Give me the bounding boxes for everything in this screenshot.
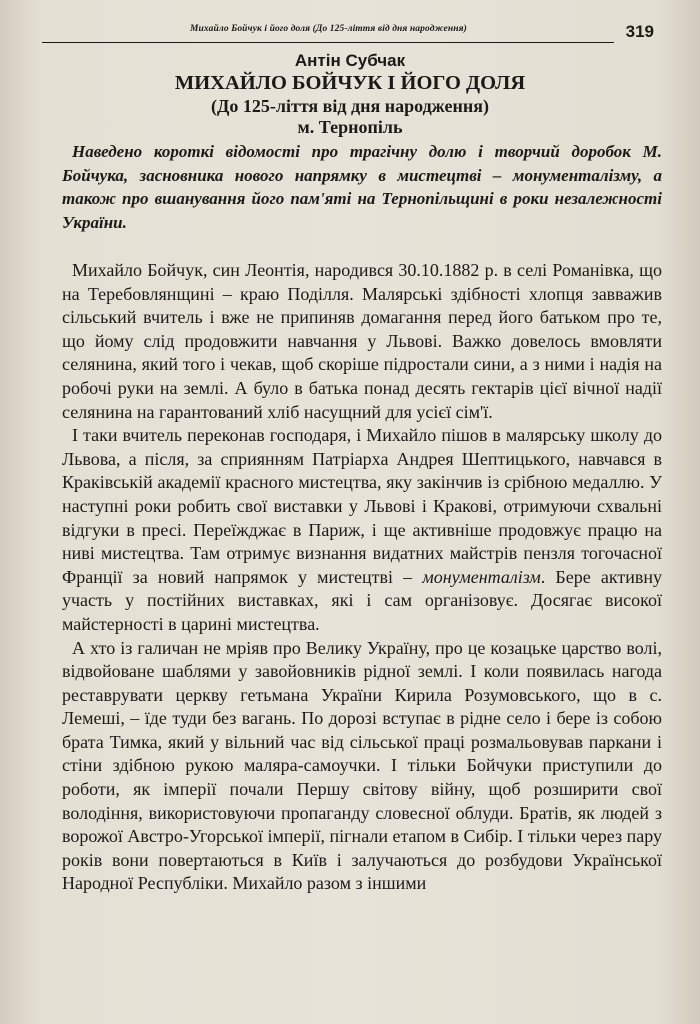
paragraph-2-emphasis: монументалізм: [422, 566, 541, 587]
article-title: МИХАЙЛО БОЙЧУК І ЙОГО ДОЛЯ: [174, 72, 526, 94]
header-rule: [42, 42, 614, 43]
body-paragraph-1: Михайло Бойчук, син Леонтія, народився 30.10.1882 р. в селі Романівка, що на Теребовлянщині – краю Поділля. Малярські здібності хлопця завважив сільський вчитель і вже не припиняв домагання перед його батьком про те, що йому слід продовжити навчання у Львові. Важко довелось вмовляти селянина, який того і чекав, щоб скоріше підростали сини, а з ними і надія на робочі руки на землі. А було в батька понад десять гектарів цієї вічної надії селянина на гарантований хліб насущний для усієї сім'ї.: [62, 260, 662, 422]
running-header: [40, 18, 660, 50]
article-place: м. Тернопіль: [297, 117, 403, 137]
article-subtitle: (До 125-ліття від дня народження): [211, 96, 489, 116]
article-title-block: [50, 50, 650, 137]
article-abstract: Наведено короткі відомості про трагічну долю і творчий доробок М. Бойчука, засновника нового напрямку в мистецтві – монументалізму, а також про вшанування його пам'яті на Тернопільщині в роки незалежності України.: [62, 142, 662, 232]
paragraph-2-text-before: І таки вчитель переконав господаря, і Михайло пішов в малярську школу до Львова, а після, за сприянням Патріарха Андрея Шептицького, навчався в Краківській академії красного мистецтва, яку закінчив із срібною медаллю. У наступні роки робить свої виставки у Львові і Кракові, отримуючи схвальні відгуки в пресі. Переїжджає в Париж, і ще активніше продовжує працю на ниві мистецтва. Там отримує визнання видатних майстрів пензля тогочасної Франції за новий напрямок у мистецтві –: [62, 425, 662, 587]
article-author: Антін Субчак: [294, 51, 406, 70]
body-paragraph-2: [62, 424, 662, 636]
page-number: 319: [625, 22, 654, 41]
body-paragraph-3: А хто із галичан не мріяв про Велику Україну, про це козацьке царство волі, відвойоване шаблями у завойовників рідної землі. І коли появилась нагода реставрувати церкву гетьмана України Кирила Розумовського, що в с. Лемеші, – їде туди без вагань. По дорозі вступає в рідне село і бере із собою брата Тимка, який у вільний час від сільської праці розмальовував паркани і стіни здібною рукою маляра-самоучки. І тільки Бойчуки приступили до роботи, як імперії почали Першу світову війну, щоб розширити свої володіння, використовуючи пропаганду словесної облуди. Братів, як людей з ворожої Австро-Угорської імперії, пігнали етапом в Сибір. І тільки через пару років вони повертаються в Київ і залучаються до розбудови Української Народної Республіки. Михайло разом з іншими: [62, 637, 662, 894]
paragraph-2-text-after: . Бере активну участь у постійних виставках, які і сам організовує. Досягає високої майстерності в царині мистецтва.: [62, 566, 662, 634]
running-header-title: Михайло Бойчук і його доля (До 125-ліття від дня народження): [190, 24, 467, 34]
article-body: [62, 259, 662, 896]
